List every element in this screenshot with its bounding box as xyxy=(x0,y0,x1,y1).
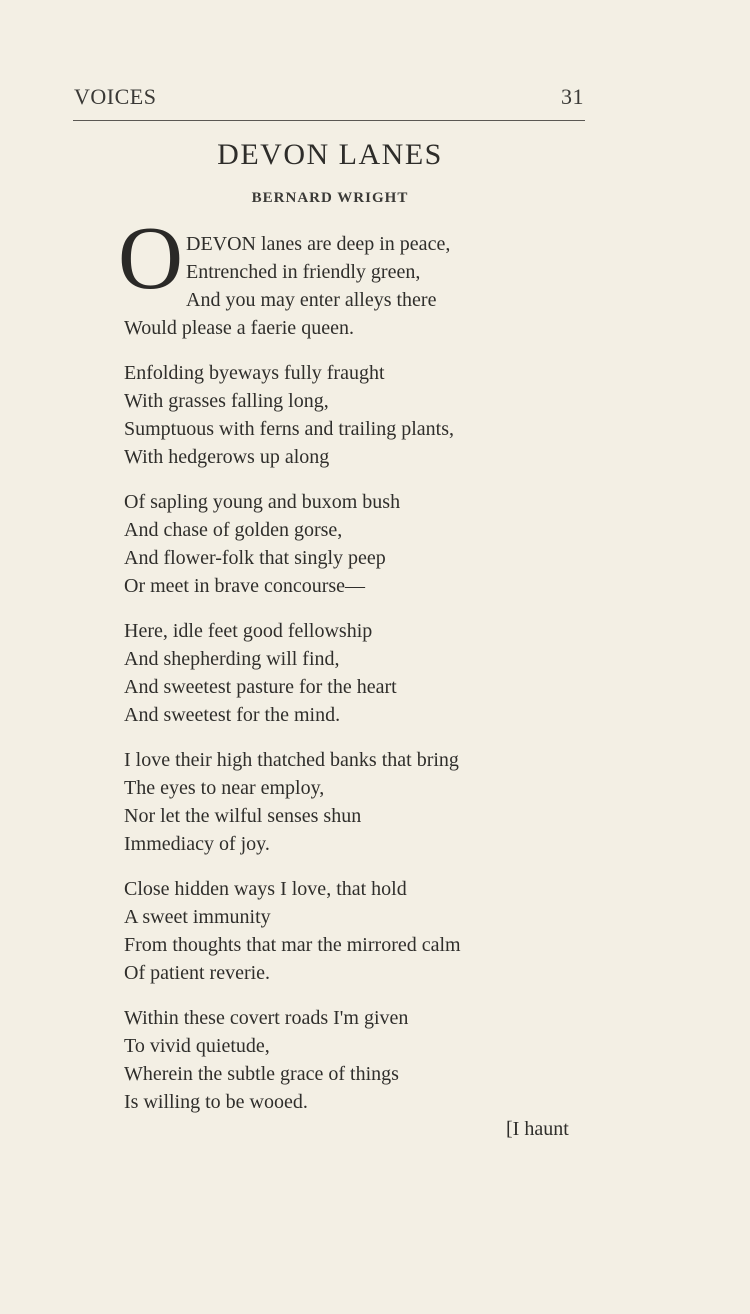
poem-body xyxy=(124,230,624,1133)
poem-line: Of sapling young and buxom bush xyxy=(124,491,401,513)
running-head xyxy=(74,84,586,114)
poem-line: Close hidden ways I love, that hold xyxy=(124,878,407,900)
poem-line: Is willing to be wooed. xyxy=(124,1091,308,1113)
stanza-6 xyxy=(124,875,624,987)
poem-line: The eyes to near employ, xyxy=(124,777,325,799)
poem-line: With hedgerows up along xyxy=(124,446,330,468)
poem-line: Immediacy of joy. xyxy=(124,833,270,855)
poem-line: And you may enter alleys there xyxy=(186,289,437,311)
poem-line: Within these covert roads I'm given xyxy=(124,1007,409,1029)
header-rule xyxy=(73,120,585,121)
poem-line: Sumptuous with ferns and trailing plants, xyxy=(124,418,454,440)
page-number: 31 xyxy=(561,84,584,109)
stanza-1 xyxy=(124,230,624,342)
stanza-4 xyxy=(124,617,624,729)
poem-line: Nor let the wilful senses shun xyxy=(124,805,362,827)
poem-line: And flower-folk that singly peep xyxy=(124,547,386,569)
stanza-7 xyxy=(124,1004,624,1116)
poem-line: And sweetest for the mind. xyxy=(124,704,341,726)
poem-line: Would please a faerie queen. xyxy=(124,317,354,339)
stanza-2 xyxy=(124,359,624,471)
poem-line: I love their high thatched banks that bring xyxy=(124,749,459,771)
poem-line: A sweet immunity xyxy=(124,906,271,928)
poem-line: Enfolding byeways fully fraught xyxy=(124,362,385,384)
poem-line: And shepherding will find, xyxy=(124,648,340,670)
poem-author: BERNARD WRIGHT xyxy=(251,190,409,206)
drop-cap: O xyxy=(118,209,183,308)
poem-line: Or meet in brave concourse— xyxy=(124,575,366,597)
running-title: VOICES xyxy=(74,84,157,109)
stanza-3 xyxy=(124,488,624,600)
poem-line: And chase of golden gorse, xyxy=(124,519,343,541)
catchword: [I haunt xyxy=(506,1118,569,1140)
poem-line: With grasses falling long, xyxy=(124,390,329,412)
poem-line: Wherein the subtle grace of things xyxy=(124,1063,399,1085)
poem-line: DEVON lanes are deep in peace, xyxy=(186,233,451,255)
stanza-5 xyxy=(124,746,624,858)
poem-line: Of patient reverie. xyxy=(124,962,271,984)
poem-line: From thoughts that mar the mirrored calm xyxy=(124,934,461,956)
poem-line: Entrenched in friendly green, xyxy=(186,261,421,283)
poem-line: Here, idle feet good fellowship xyxy=(124,620,373,642)
poem-line: To vivid quietude, xyxy=(124,1035,270,1057)
poem-line: And sweetest pasture for the heart xyxy=(124,676,397,698)
poem-title: DEVON LANES xyxy=(217,138,443,171)
